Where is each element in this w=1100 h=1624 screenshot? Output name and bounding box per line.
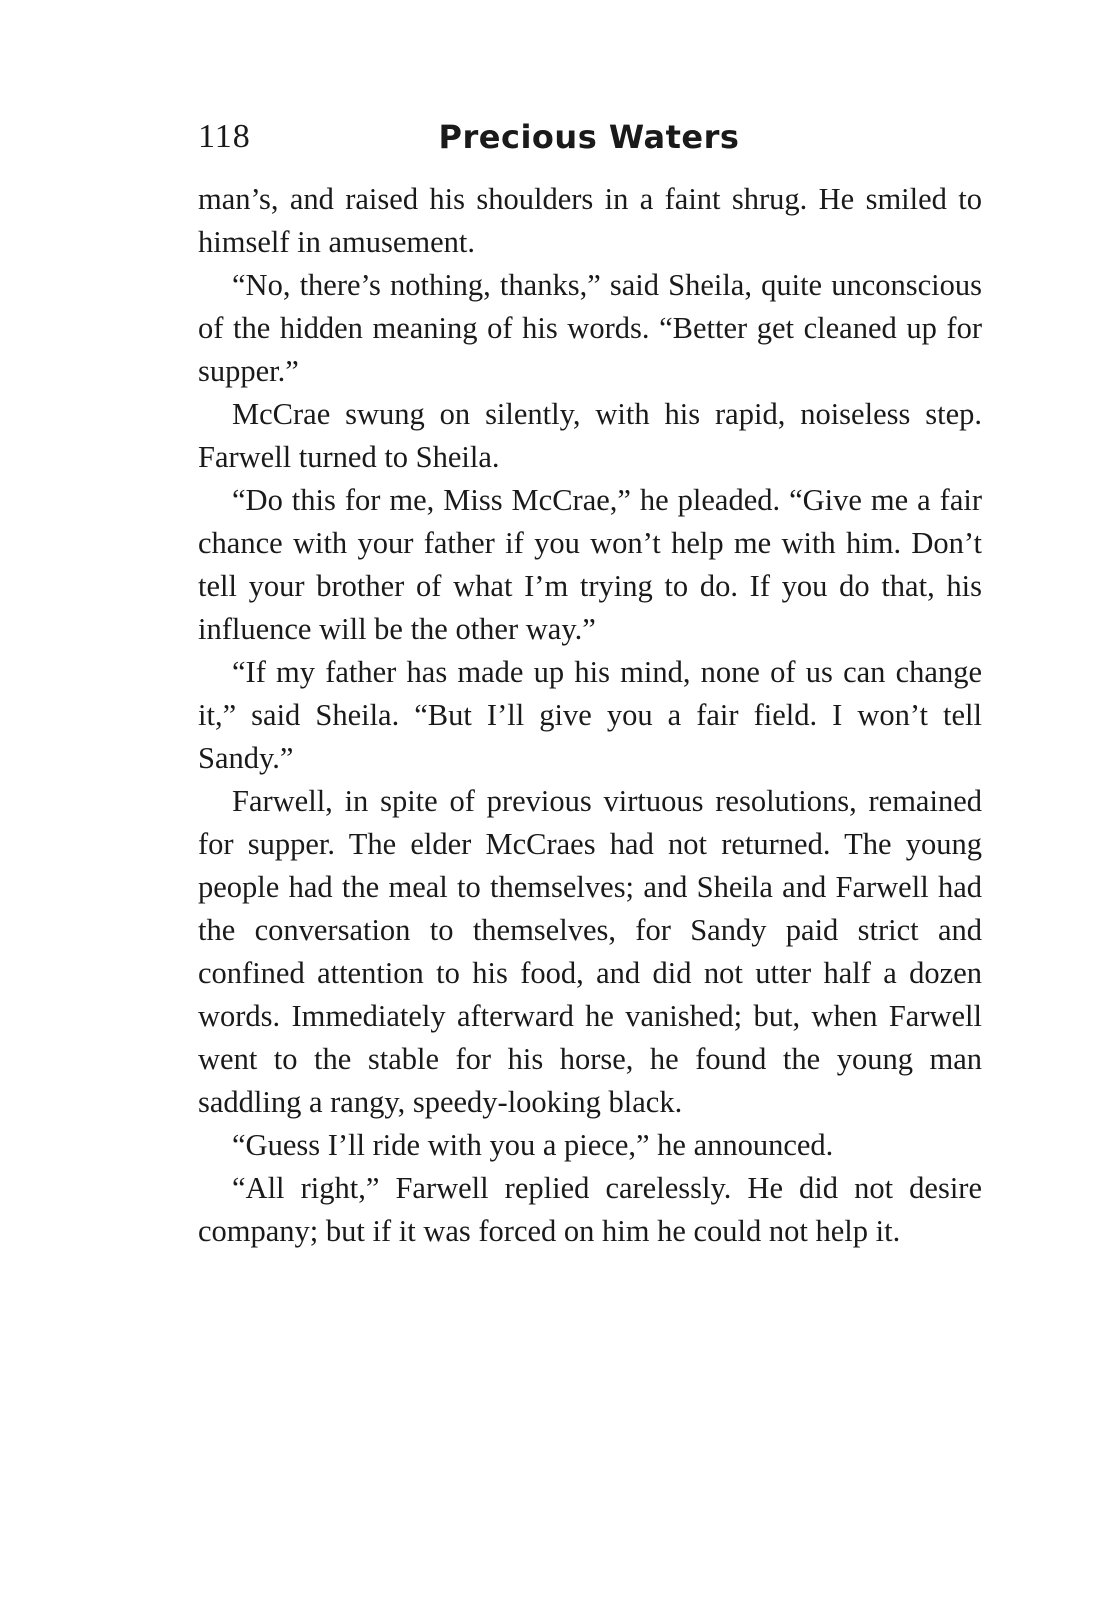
paragraph-5: “If my father has made up his mind, none of us can change it,” said Sheila. “But I’ll give you a fair field. I won’t tell Sandy.” — [198, 655, 982, 775]
paragraph-6: Farwell, in spite of previous virtuous resolutions, remained for supper. The elder McCraes had not returned. The young people had the meal to themselves; and Sheila and Farwell had the conversation to themselves, for Sandy paid strict and confined attention to his food, and did not utter half a dozen words. Immediately afterward he vanished; but, when Farwell went to the stable for his horse, he found the young man saddling a rangy, speedy-looking black. — [198, 784, 982, 1119]
paragraph-7: “Guess I’ll ride with you a piece,” he announced. — [232, 1128, 834, 1162]
body-text — [198, 178, 982, 1253]
page-number: 118 — [198, 118, 251, 155]
book-title: Precious Waters — [438, 118, 740, 156]
paragraph-8: “All right,” Farwell replied carelessly. He did not desire company; but if it was forced on him he could not help it. — [198, 1171, 982, 1248]
paragraph-2: “No, there’s nothing, thanks,” said Sheila, quite unconscious of the hidden meaning of his words. “Better get cleaned up for supper.” — [198, 268, 982, 388]
paragraph-1: man’s, and raised his shoulders in a faint shrug. He smiled to himself in amusement. — [198, 182, 982, 259]
paragraph-4: “Do this for me, Miss McCrae,” he pleaded. “Give me a fair chance with your father if you won’t help me with him. Don’t tell your brother of what I’m trying to do. If you do that, his influence will be the other way.” — [198, 483, 982, 646]
running-head — [198, 112, 980, 162]
paragraph-3: McCrae swung on silently, with his rapid, noiseless step. Farwell turned to Sheila. — [198, 397, 982, 474]
